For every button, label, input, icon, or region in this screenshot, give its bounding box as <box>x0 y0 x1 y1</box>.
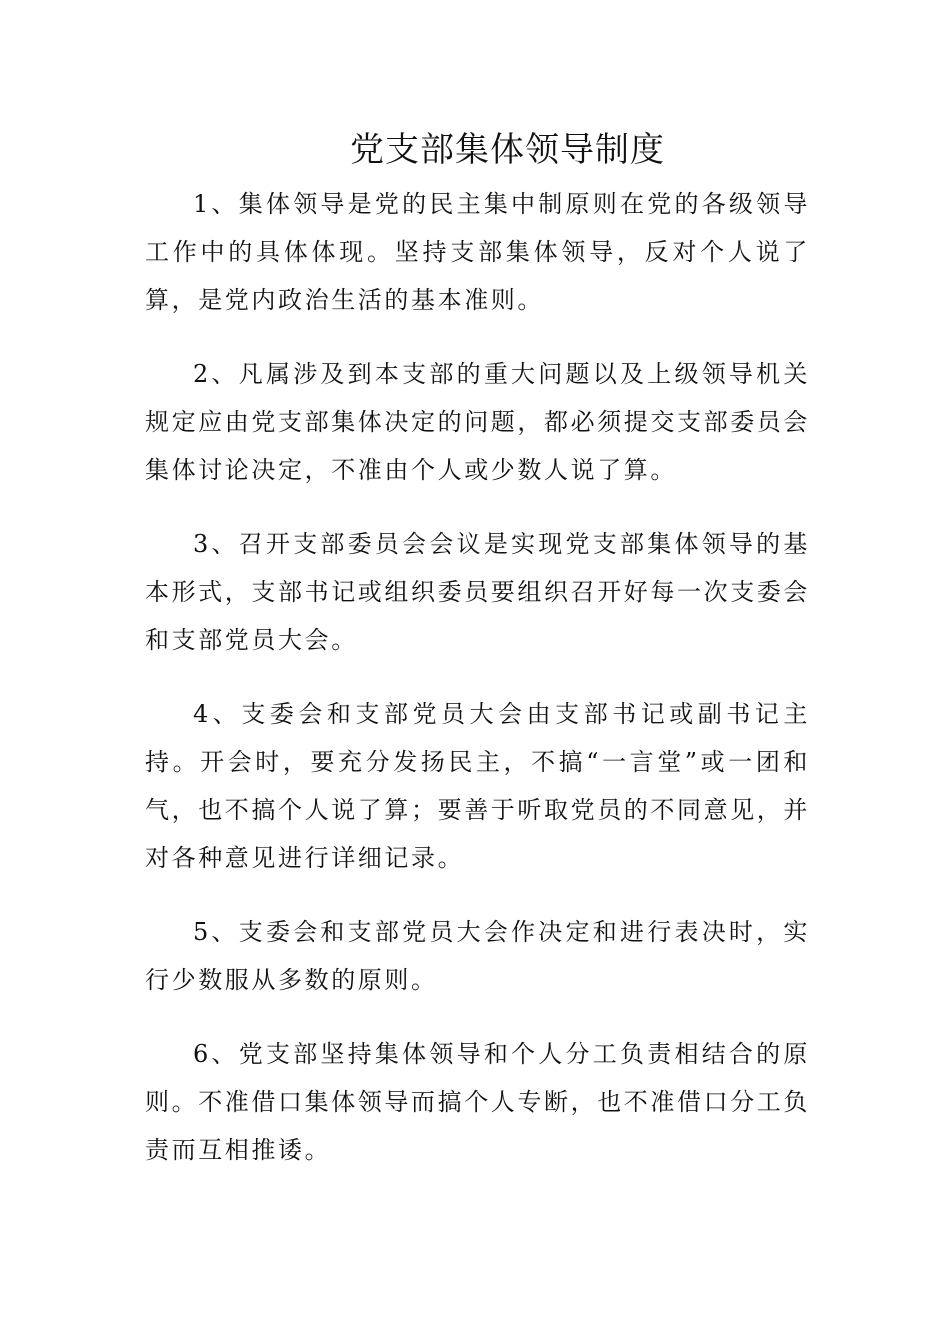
document-body <box>145 180 810 1200</box>
paragraph-5: 5、支委会和支部党员大会作决定和进行表决时，实行少数服从多数的原则。 <box>145 918 810 994</box>
paragraph-6: 6、党支部坚持集体领导和个人分工负责相结合的原则。不准借口集体领导而搞个人专断，也不准借口分工负责而互相推诿。 <box>145 1040 810 1164</box>
paragraph-1: 1、集体领导是党的民主集中制原则在党的各级领导工作中的具体体现。坚持支部集体领导，反对个人说了算，是党内政治生活的基本准则。 <box>145 190 810 314</box>
paragraph-2: 2、凡属涉及到本支部的重大问题以及上级领导机关规定应由党支部集体决定的问题，都必须提交支部委员会集体讨论决定，不准由个人或少数人说了算。 <box>145 360 810 484</box>
document-title: 党支部集体领导制度 <box>350 130 665 170</box>
paragraph-4: 4、支委会和支部党员大会由支部书记或副书记主持。开会时，要充分发扬民主，不搞“一言堂”或一团和气，也不搞个人说了算；要善于听取党员的不同意见，并对各种意见进行详细记录。 <box>145 700 810 872</box>
paragraph-3: 3、召开支部委员会会议是实现党支部集体领导的基本形式，支部书记或组织委员要组织召开好每一次支委会和支部党员大会。 <box>145 530 810 654</box>
